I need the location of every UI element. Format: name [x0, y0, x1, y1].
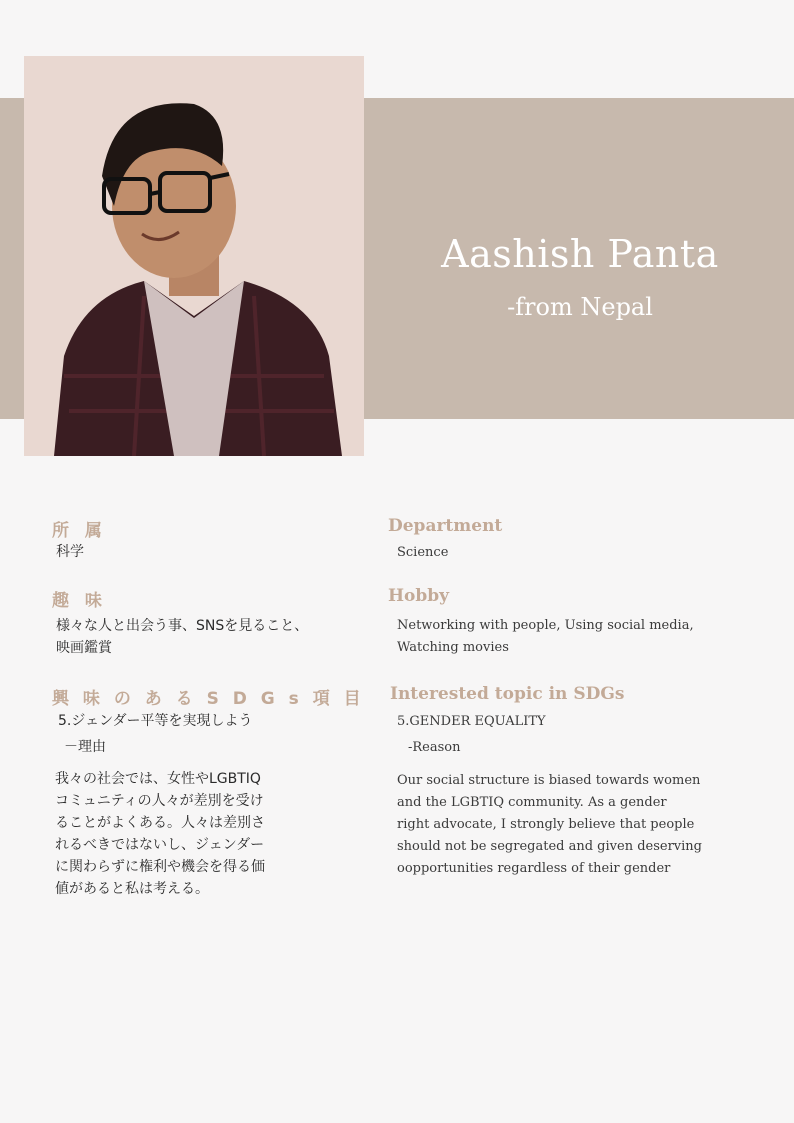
profile-photo: [24, 56, 364, 456]
sdgs-heading-en: Interested topic in SDGs: [390, 684, 625, 704]
reason-line-2-jp: コミュニティの人々が差別を受け: [55, 793, 264, 809]
affiliation-value-jp: 科学: [56, 544, 84, 560]
affiliation-heading-jp: 所 属: [52, 521, 107, 541]
reason-line-3-jp: ることがよくある。人々は差別さ: [55, 815, 265, 831]
profile-name: Aashish Panta: [441, 232, 719, 276]
portrait-illustration: [24, 56, 364, 456]
reason-line-2-en: and the LGBTIQ community. As a gender: [397, 795, 667, 810]
reason-line-4-en: should not be segregated and given deserving: [397, 839, 702, 854]
hobby-line-1-en: Networking with people, Using social media,: [397, 618, 694, 633]
reason-line-1-en: Our social structure is biased towards women: [397, 773, 701, 788]
sdgs-item-jp: 5.ジェンダー平等を実現しよう: [58, 713, 253, 729]
reason-label-jp: －理由: [64, 739, 106, 755]
hobby-line-2-jp: 映画鑑賞: [56, 640, 112, 656]
hobby-line-2-en: Watching movies: [397, 640, 509, 655]
hobby-heading-jp: 趣 味: [52, 591, 107, 611]
hobby-line-1-jp: 様々な人と出会う事、SNSを見ること、: [56, 618, 309, 634]
reason-line-1-jp: 我々の社会では、女性やLGBTIQ: [55, 771, 261, 787]
hobby-heading-en: Hobby: [388, 586, 450, 606]
reason-line-3-en: right advocate, I strongly believe that people: [397, 817, 695, 832]
sdgs-heading-jp: 興 味 の あ る S D G s 項 目: [52, 689, 365, 709]
sdgs-item-en: 5.GENDER EQUALITY: [397, 714, 546, 729]
profile-origin: -from Nepal: [507, 293, 653, 321]
department-value-en: Science: [397, 545, 449, 560]
department-heading-en: Department: [388, 516, 503, 536]
reason-label-en: -Reason: [408, 740, 461, 755]
reason-line-5-jp: に関わらずに権利や機会を得る価: [55, 859, 265, 875]
reason-line-6-jp: 値があると私は考える。: [55, 881, 209, 897]
reason-line-5-en: oopportunities regardless of their gender: [397, 861, 671, 876]
reason-line-4-jp: れるべきではないし、ジェンダー: [55, 837, 265, 853]
